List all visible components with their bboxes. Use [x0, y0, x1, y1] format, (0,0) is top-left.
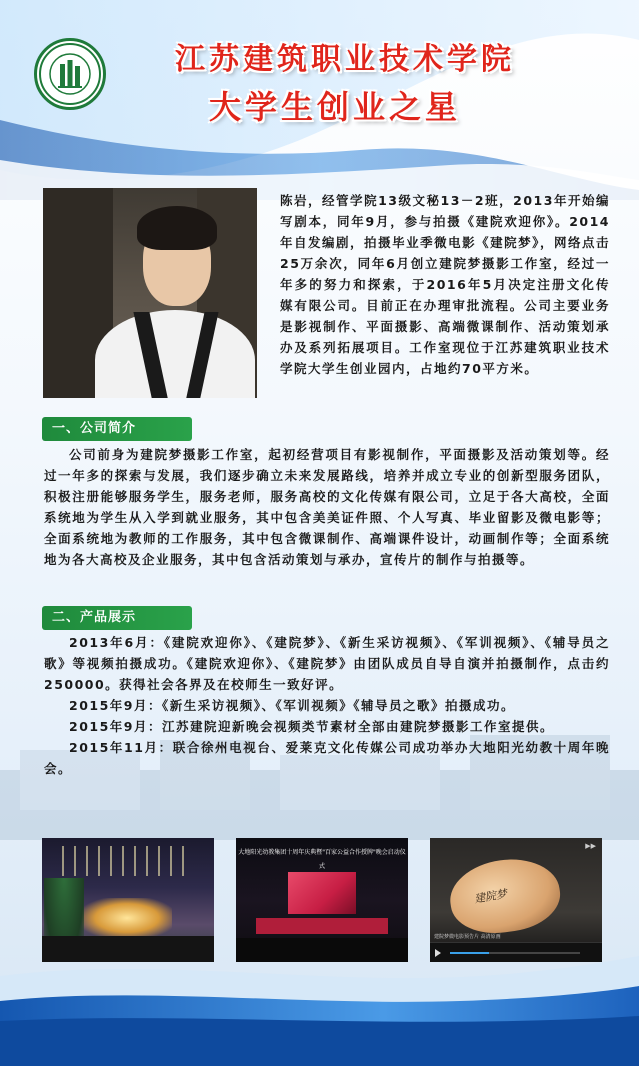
play-icon[interactable] [435, 949, 441, 957]
event-photo-gala [236, 838, 408, 962]
product-item: 2015年9月：江苏建院迎新晚会视频类节素材全部由建院梦摄影工作室提供。 [69, 719, 554, 734]
leaf-caption: 建院梦 [473, 887, 508, 906]
section-heading-company: 一、公司简介 [42, 417, 192, 441]
video-player-still [430, 838, 602, 962]
player-logo-icon: ▶▶ [585, 842, 596, 850]
founder-portrait [43, 188, 257, 398]
company-intro-text [44, 444, 610, 570]
gala-banner-text: 大地阳光幼教集团十周年庆典暨"百家公益合作授牌"晚会启动仪式 [238, 849, 406, 870]
founder-bio: 陈岩，经管学院13级文秘13－2班，2013年开始编写剧本，同年9月，参与拍摄《建院欢迎你》。2014年自发编剧，拍摄毕业季微电影《建院梦》，网络点击25万余次，同年6月创立建院梦摄影工作室，经过一年多的努力和探索，于2016年5月决定注册文化传媒有限公司。目前正在办理审批流程。公司主要业务是影视制作、平面摄影、高端微课制作、活动策划承办及系列拓展项目。工作室现位于江苏建筑职业技术学院大学生创业园内，占地约70平方米。 [280, 193, 610, 376]
video-controls[interactable] [430, 934, 602, 962]
college-emblem-icon [38, 42, 102, 106]
progress-bar[interactable] [450, 952, 580, 954]
video-caption: 建院梦微电影预告片 高清原画 [434, 934, 501, 940]
product-item: 2013年6月：《建院欢迎你》、《建院梦》、《新生采访视频》、《军训视频》、《辅导员之歌》等视频拍摄成功。《建院欢迎你》、《建院梦》由团队成员自导自演并拍摄制作，点击约250000。获得社会各界及在校师生一致好评。 [44, 635, 610, 692]
section-heading-products: 二、产品展示 [42, 606, 192, 630]
products-list [44, 632, 610, 779]
company-intro-paragraph: 公司前身为建院梦摄影工作室，起初经营项目有影视制作，平面摄影及活动策划等。经过一年多的探索与发展，我们逐步确立未来发展路线，培养并成立专业的创新型服务团队，积极注册能够服务学生，服务老师，服务高校的文化传媒有限公司，立足于各大高校，全面系统地为学生从入学到就业服务，其中包含美美证件照、个人写真、毕业留影及微电影等；全面系统地为教师的工作服务，其中包含微课制作、高端课件设计，动画制作等；全面系统地为各大高校及企业服务，其中包含活动策划与承办，宣传片的制作与拍摄等。 [44, 447, 610, 567]
footer-wave-decoration [0, 946, 639, 1066]
product-item: 2015年11月：联合徐州电视台、爱莱克文化传媒公司成功举办大地阳光幼教十周年晚会。 [44, 740, 610, 776]
product-item: 2015年9月：《新生采访视频》、《军训视频》《辅导员之歌》拍摄成功。 [69, 698, 515, 713]
page-subtitle: 大学生创业之星 [208, 88, 461, 126]
page-title: 江苏建筑职业技术学院 [175, 42, 515, 77]
college-logo [34, 38, 106, 110]
event-photo-stage [42, 838, 214, 962]
